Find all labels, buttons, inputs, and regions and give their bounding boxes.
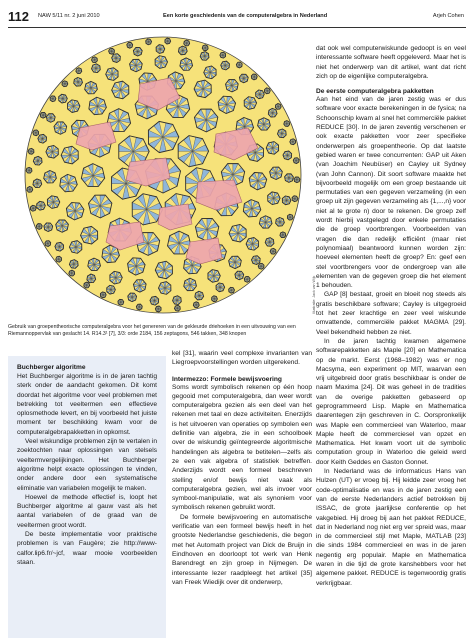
heptagon-cell (46, 114, 55, 123)
heptagon-cell (285, 174, 294, 183)
heptagon-cell (81, 226, 98, 244)
box-paragraph: Hoewel de methode effectief is, loopt het Buchberger algoritme al gauw vast als het aantal variabelen of de graad van de veeltermen groot wordt. (17, 493, 157, 529)
heptagon-cell (100, 292, 106, 298)
heptagon-cell (136, 304, 142, 310)
heptagon-cell (194, 80, 211, 98)
body-paragraph: De formele bewijsvoering en automatische verificatie van een formeel bewijs heeft in het grootste Nederlandse geschiedenis, die begon met het Automath project van Dick de Bruijn in Eindhoven en doorloopt tot werk van Henk Barendregt en zijn groep in Nijmegen. De interessante lezer raadpleegt het artikel [35] van Freek Wiedijk over dit onderwerp, (172, 513, 312, 586)
box-title: Buchberger algoritme (17, 364, 86, 371)
heptagon-cell (226, 80, 239, 92)
heptagon-cell (44, 170, 57, 182)
heptagon-cell (28, 148, 34, 154)
heptagon-cell (236, 62, 242, 68)
section-heading: De eerste computeralgebra pakketten (316, 88, 434, 96)
heptagon-cell (173, 296, 182, 305)
heptagon-cell (258, 263, 264, 269)
box-paragraph: Veel wiskundige problemen zijn te vertalen in zoektochten naar oplossingen van stelsels veeltermvergelijkingen. Het Buchberger algoritme helpt exacte oplossingen te vinden, onder andere door een systematische eliminatie van variabelen mogelijk te maken. (17, 438, 157, 492)
heptagon-cell (110, 271, 122, 284)
heptagon-cell (193, 302, 199, 308)
heptagon-cell (283, 151, 292, 160)
heptagon-cell (54, 122, 67, 134)
heptagon-cell (268, 108, 277, 117)
heptagon-cell (37, 201, 46, 210)
body-paragraph: GAP [8] bestaat, groeit en bloeit nog steeds als gratis beschikbare software; Cayley is uitgegroeid tot het zeer krachtige en zeer veel wiskunde omvattende, commerciële pakket MAGMA [29]. Veel bekendheid hebben ze niet. (316, 291, 466, 336)
article-column-middle (172, 349, 312, 587)
heptagon-cell (277, 129, 286, 138)
heptagon-cell (229, 256, 242, 268)
heptagon-cell (92, 57, 98, 63)
box-paragraph: De beste implementatie voor praktische problemen is van Faugère; zie http://www-calfor.lip6.fr/~jcf, waar mooie voorbeelden staan. (17, 531, 157, 566)
heptagon-cell (200, 52, 209, 61)
heptagon-cell (88, 258, 101, 270)
heptagon-cell (76, 68, 82, 74)
heptagon-cell (46, 145, 58, 158)
heptagon-cell (155, 261, 172, 279)
heptagon-cell (112, 81, 129, 99)
journal-issue: NAW 5/11 nr. 2 juni 2010 (38, 13, 100, 19)
heptagon-cell (45, 241, 51, 247)
heptagon-cell (280, 232, 286, 238)
heptagon-cell (276, 217, 285, 226)
heptagon-cell (87, 274, 96, 283)
heptagon-cell (256, 90, 265, 99)
heptagon-cell (62, 81, 68, 87)
heptagon-cell (251, 74, 257, 80)
heptagon-cell (155, 56, 167, 69)
heptagon-cell (130, 59, 143, 71)
heptagon-cell (128, 258, 146, 275)
heptagon-cell (30, 205, 36, 211)
figure-credit: Illustratie: Jack van Wijk (312, 275, 316, 314)
heptagon-cell (258, 118, 271, 130)
heptagon-cell (235, 271, 244, 280)
body-paragraph: kel [31], waarin veel complexe invarianten van Liegroepvoorstellingen worden uitgerekend. (172, 350, 312, 367)
sidebar-box (8, 356, 166, 638)
heptagon-cell (50, 96, 56, 102)
heptagon-cell (69, 270, 75, 276)
heptagon-cell (55, 242, 64, 251)
heptagon-cell (204, 66, 216, 79)
heptagon-cell (107, 285, 116, 294)
heptagon-cell (66, 203, 84, 220)
article-column-right (316, 44, 466, 588)
heptagon-cell (109, 48, 115, 54)
body-paragraph: In Nederland was de informaticus Hans van Hulzen (UT) er vroeg bij. Hij leidde zeer vroeg het code-optimalisatie en was in de jaren zestig een van de eerste Nederlanders actief betrokken bij ISSAC, de grote jaarlijkse conferentie op het vakgebied. Hij droeg bij aan het pakket REDUCE, dat in Nederland nog niet erg ver spreid was, maar in de commercieel stijl met Maple, MATLAB [23] die sinds 1984 commercieel en was in de jaren negentig erg populair. Maple en Mathematica waren in die tijd de grote kanshebbers voor het algemene pakket. REDUCE is tegenwoordig gratis verkrijgbaar. (316, 468, 466, 587)
heptagon-cell (127, 42, 133, 48)
heptagon-cell (184, 40, 190, 46)
heptagon-cell (259, 216, 272, 228)
heptagon-cell (68, 100, 80, 113)
section-heading: Intermezzo: Formele bewijsvoering (172, 375, 282, 383)
heptagon-cell (56, 256, 62, 262)
heptagon-cell (221, 61, 230, 70)
heptagon-cell (244, 97, 256, 110)
heptagon-cell (282, 196, 291, 205)
heptagon-cell (133, 280, 146, 292)
heptagon-cell (27, 186, 33, 192)
heptagon-cell (216, 283, 225, 292)
heptagon-cell (265, 88, 271, 94)
heptagon-cell (284, 121, 290, 127)
heptagon-cell (106, 68, 118, 81)
heptagon-cell (40, 112, 46, 118)
heptagon-cell (158, 282, 170, 295)
heptagon-cell (84, 282, 90, 288)
heptagon-cell (33, 179, 42, 188)
page-number: 112 (8, 9, 29, 24)
heptagon-cell (208, 270, 220, 283)
heptagon-cell (89, 97, 106, 114)
heptagon-cell (146, 39, 152, 45)
heptagon-cell (229, 224, 246, 242)
heptagon-cell (38, 134, 47, 143)
heptagon-cell (69, 241, 81, 254)
heptagon-cell (220, 52, 226, 58)
heptagon-cell (44, 223, 53, 232)
heptagon-cell (243, 200, 260, 217)
heptagon-cell (270, 167, 283, 179)
heptagon-cell (249, 173, 267, 190)
heptagon-cell (202, 45, 208, 51)
heptagon-cell (133, 47, 142, 56)
heptagon-cell (275, 104, 281, 110)
heptagon-cell (195, 291, 204, 300)
heptagon-cell (218, 96, 236, 113)
heptagon-cell (33, 130, 39, 136)
heptagon-cell (229, 287, 235, 293)
heptagon-cell (270, 248, 276, 254)
figure-caption: Gebruik van groepentheorische computeralgebra voor het genereren van de gekleurde driehoeken in een uitvouwing van een Riemannoppervlak van geslacht 14. R14.3¹ [7], 3/3: orde 2184, 156 zeptagons, 546 takken, 348 knopen (8, 324, 296, 337)
heptagon-cell (128, 293, 137, 302)
heptagon-cell (33, 156, 42, 165)
heptagon-cell (112, 54, 121, 63)
heptagon-cell (59, 94, 68, 103)
heptagon-cell (165, 38, 171, 44)
heptagon-cell (156, 45, 165, 54)
heptagon-cell (246, 238, 258, 251)
running-title: Een korte geschiedenis van de computeralgebra in Nederland (163, 13, 328, 19)
heptagon-cell (150, 296, 159, 305)
heptagon-cell (61, 146, 78, 164)
heptagon-cell (118, 299, 124, 305)
heptagon-cell (69, 260, 78, 269)
heptagon-cell (290, 139, 296, 145)
heptagon-cell (268, 192, 280, 205)
body-paragraph: Aan het eind van de jaren zestig was er dus software voor exacte berekeningen in de fysica; na Schoonschip kwam al snel het commerciële pakket REDUCE [30]. In de jaren zeventig verschenen er ook exacte pakketten voor zeer specifieke onderwerpen als groepentheorie. Op dat laatste gebied waren er twee concurrenten: GAP uit Aken (van Joachim Neubüser) en Cayley uit Sydney (van John Cannon). Dit soort software maakte het bijvoorbeeld mogelijk om een groep bestaande uit permutaties van een gegeven verzameling (in een groep uit zijn gegeven verzameling als {1,...,n} voor niet al te grote n) door te rekenen. De groep zelf wordt hierbij vastgelegd door enkele permutaties die de groep voortbrengen. Voorbeelden van vragen die dan redelijk efficiënt (maar niet polynomiaal) beantwoord kunnen worden zijn: hoeveel elementen heeft de groep? En: geef een stel voortbrengers voor de ondergroep van alle elementen van de gegeven groep die het element 1 behouden. (316, 96, 466, 290)
riemann-surface-tiling-figure (20, 32, 306, 318)
heptagon-cell (294, 177, 300, 183)
heptagon-cell (56, 220, 69, 232)
heptagon-cell (292, 196, 298, 202)
heptagon-cell (178, 46, 187, 55)
heptagon-cell (155, 306, 161, 312)
heptagon-cell (239, 74, 248, 83)
heptagon-cell (266, 142, 278, 155)
page-header (8, 8, 466, 28)
body-paragraph: In de jaren tachtig kwamen algemene softwarepakketten als Maple [20] en Mathematica op de markt. Eerst (1968–1982) was er nog Macsyma, een experiment op MIT, waarvan een vrij uitgebreid door gratis beschikbaar is onder de naam Maxima [24]. Dit was geheel in de tradities van de overige pakketten gebaseerd op geprogrammeerd Lisp. Maple en Mathematica daarentegen zijn geschreven in C. Oorspronkelijk was Maple een commercieel van Waterloo, maar Maple heeft de commerciesel van opzet en Mathematica. Het kwam voort uit de symbolic computation group in Waterloo die geleid werd door Keith Geddes en Gaston Gonnet. (316, 337, 466, 466)
heptagon-cell (60, 174, 77, 191)
heptagon-cell (180, 58, 193, 70)
heptagon-cell (293, 158, 299, 164)
heptagon-cell (251, 256, 260, 265)
heptagon-cell (47, 196, 59, 209)
heptagon-cell (174, 305, 180, 311)
heptagon-cell (212, 296, 218, 302)
heptagon-cell (92, 64, 101, 73)
heptagon-cell (36, 224, 42, 230)
heptagon-cell (85, 81, 98, 93)
heptagon-cell (265, 238, 274, 247)
heptagon-cell (74, 77, 83, 86)
box-paragraph: Het Buchberger algoritme is in de jaren tachtig sterk onder de aandacht gekomen. Dit komt doordat het algoritme voor veel problemen met betrekking tot veeltermen een effectieve oplosmethode levert, en bij voorbeeld het juiste moment ter beschikking kwam voor de computeralgebrapakketten in opkomst. (17, 373, 157, 436)
body-paragraph: dat ook wel computerwiskunde gedoopt is en veel interessante software heeft opgeleverd. Maar het is niet het onderwerp van dit artikel, want dat richt zich op de eigenlijke computeralgebra. (316, 45, 466, 80)
body-paragraph: Soms wordt symbolisch rekenen op één hoop gegooid met computeralgebra, dan weer wordt computeralgebra gezien als een deel van het rekenen met taal en deze activiteiten. Enerzijds is het uitvoeren van operaties op symbolen een definitie van algebra, zie in een schoolboek over de wiskundig geïntegreerde algoritmische handelingen als algebra te betitelen—zelfs als ze een vak algebra of statistiek betreffen. Anderzijds wordt een formeel beschreven stelling en/of bewijs niet vaak als computeralgebra gezien, wel als invoer voor symbool-manipulatie, wat als synoniem voor symbolisch rekenen gebruikt wordt. (172, 383, 312, 512)
heptagon-cell (26, 167, 32, 173)
running-author: Arjeh Cohen (432, 13, 464, 19)
heptagon-cell (184, 278, 197, 290)
heptagon-cell (287, 214, 293, 220)
heptagon-cell (244, 277, 250, 283)
